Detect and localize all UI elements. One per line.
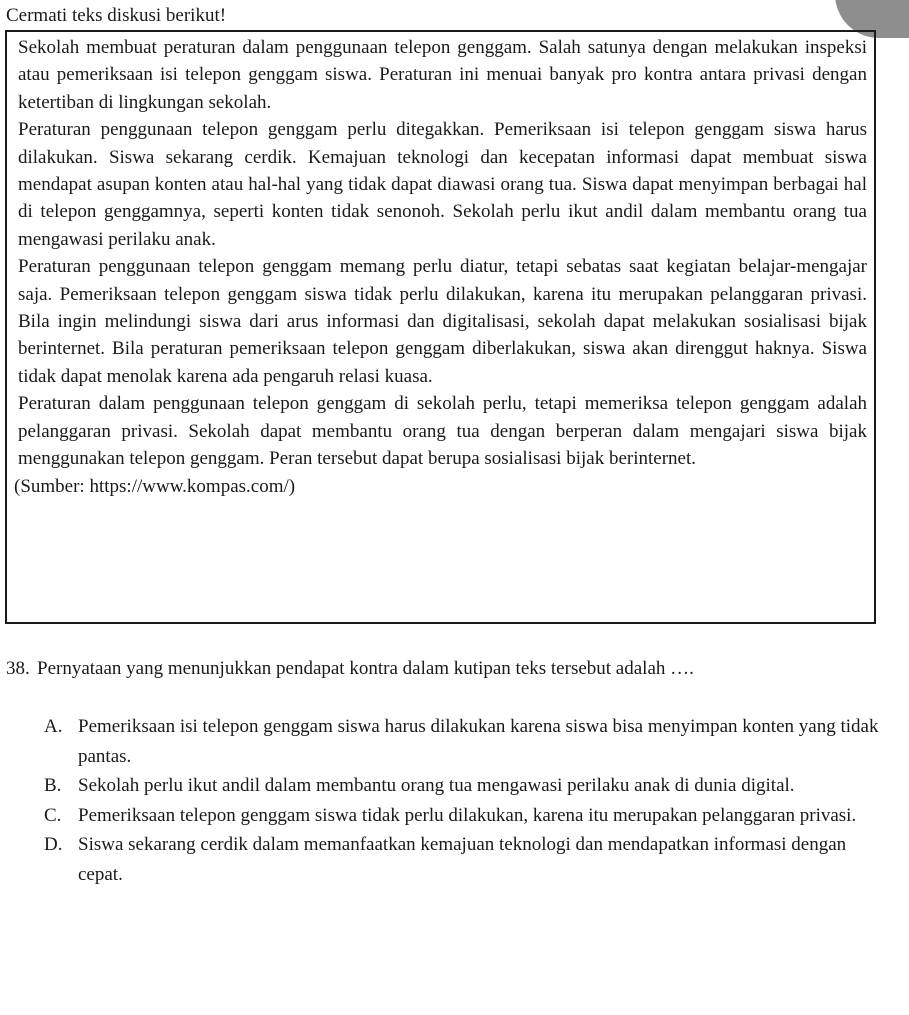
option-letter: D. bbox=[44, 834, 63, 855]
passage-paragraph-4: Peraturan dalam penggunaan telepon genggam di sekolah perlu, tetapi memeriksa telepon genggam adalah pelanggaran privasi. Sekolah dapat membantu orang tua dengan berperan dalam mengajari siswa bijak menggunakan telepon genggam. Peran tersebut dapat berupa sosialisasi bijak berinternet. bbox=[18, 393, 867, 470]
question-number: 38. bbox=[6, 658, 30, 679]
instruction-text: Cermati teks diskusi berikut! bbox=[6, 5, 227, 26]
option-letter: C. bbox=[44, 804, 62, 826]
answer-options bbox=[44, 712, 879, 889]
option-text: Siswa sekarang cerdik dalam memanfaatkan kemajuan teknologi dan mendapatkan informasi dengan cepat. bbox=[78, 834, 847, 885]
passage-paragraph-2: Peraturan penggunaan telepon genggam perlu ditegakkan. Pemeriksaan isi telepon genggam siswa harus dilakukan. Siswa sekarang cerdik. Kemajuan teknologi dan kecepatan informasi dapat membuat siswa mendapat asupan konten atau hal-hal yang tidak dapat diawasi orang tua. Siswa dapat menyimpan berbagai hal di telepon genggamnya, seperti konten tidak senonoh. Sekolah perlu ikut andil dalam membantu orang tua mengawasi perilaku anak. bbox=[18, 119, 867, 250]
option-letter: A. bbox=[44, 716, 63, 737]
passage-paragraph-1: Sekolah membuat peraturan dalam penggunaan telepon genggam. Salah satunya dengan melakukan inspeksi atau pemeriksaan isi telepon genggam siswa. Peraturan ini menuai banyak pro kontra antara privasi dengan ketertiban di lingkungan sekolah. bbox=[18, 37, 867, 113]
question-text: Pernyataan yang menunjukkan pendapat kontra dalam kutipan teks tersebut adalah …. bbox=[37, 658, 694, 679]
passage-box bbox=[5, 30, 876, 624]
passage-source: (Sumber: https://www.kompas.com/) bbox=[14, 475, 296, 497]
option-letter: B. bbox=[44, 775, 62, 796]
option-text: Sekolah perlu ikut andil dalam membantu orang tua mengawasi perilaku anak di dunia digital. bbox=[78, 775, 795, 796]
option-text: Pemeriksaan isi telepon genggam siswa harus dilakukan karena siswa bisa menyimpan konten yang tidak pantas. bbox=[78, 716, 879, 767]
option-text: Pemeriksaan telepon genggam siswa tidak perlu dilakukan, karena itu merupakan pelanggaran privasi. bbox=[78, 804, 857, 826]
question-stem bbox=[6, 656, 896, 682]
option-d[interactable] bbox=[44, 830, 879, 889]
passage-paragraph-3: Peraturan penggunaan telepon genggam memang perlu diatur, tetapi sebatas saat kegiatan belajar-mengajar saja. Pemeriksaan telepon genggam siswa tidak perlu dilakukan, karena itu merupakan pelanggaran privasi. Bila ingin melindungi siswa dari arus informasi dan digitalisasi, sekolah dapat melakukan sosialisasi bijak berinternet. Bila peraturan pemeriksaan telepon genggam diberlakukan, siswa akan direnggut haknya. Siswa tidak dapat menolak karena ada pengaruh relasi kuasa. bbox=[18, 256, 867, 387]
option-c[interactable] bbox=[44, 801, 879, 831]
option-a[interactable] bbox=[44, 712, 879, 771]
option-b[interactable] bbox=[44, 771, 879, 801]
